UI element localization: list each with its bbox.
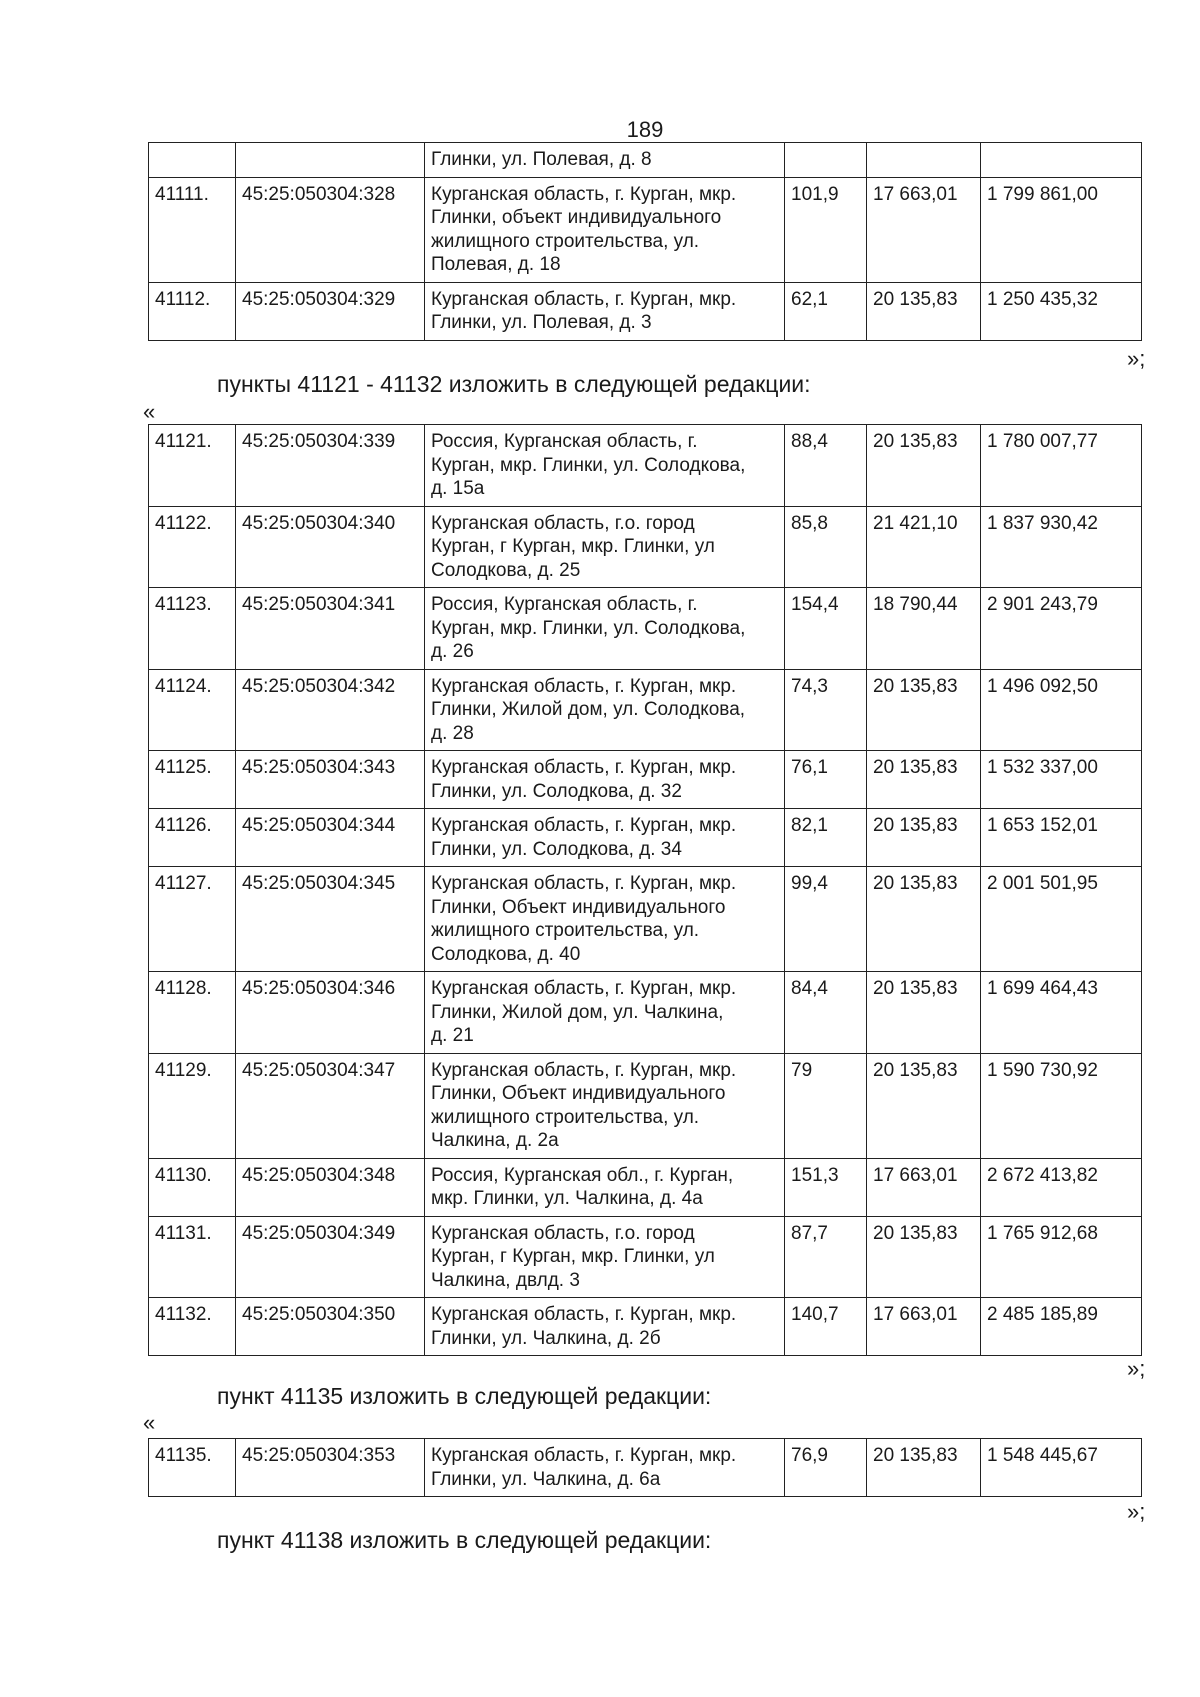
- address-cell: Курганская область, г. Курган, мкр. Глинки, ул. Полевая, д. 3: [425, 282, 785, 340]
- address-cell: Курганская область, г. Курган, мкр. Глинки, Жилой дом, ул. Чалкина, д. 21: [425, 972, 785, 1054]
- address-cell: Курганская область, г.о. город Курган, г Курган, мкр. Глинки, ул Чалкина, двлд. 3: [425, 1216, 785, 1298]
- table-row: [149, 867, 1142, 972]
- area-cell: 87,7: [785, 1216, 867, 1298]
- row-number-cell: 41129.: [149, 1053, 236, 1158]
- cadastral-value-cell: 1 765 912,68: [981, 1216, 1142, 1298]
- cadastral-value-cell: 1 699 464,43: [981, 972, 1142, 1054]
- cadastral-number-cell: 45:25:050304:343: [236, 751, 425, 809]
- row-number-cell: 41112.: [149, 282, 236, 340]
- opening-quote: «: [143, 1410, 156, 1435]
- unit-price-cell: 20 135,83: [867, 751, 981, 809]
- address-cell: Глинки, ул. Полевая, д. 8: [425, 143, 785, 178]
- unit-price-cell: 20 135,83: [867, 1053, 981, 1158]
- unit-price-cell: 20 135,83: [867, 669, 981, 751]
- unit-price-cell: 18 790,44: [867, 588, 981, 670]
- cadastral-number-cell: 45:25:050304:345: [236, 867, 425, 972]
- cadastral-value-cell: [981, 143, 1142, 178]
- unit-price-cell: 20 135,83: [867, 809, 981, 867]
- cadastral-value-cell: 1 799 861,00: [981, 177, 1142, 282]
- cadastral-value-cell: 2 485 185,89: [981, 1298, 1142, 1356]
- cadastral-value-cell: 1 250 435,32: [981, 282, 1142, 340]
- table-row: [149, 1053, 1142, 1158]
- amendment-paragraph: пункт 41135 изложить в следующей редакции:: [217, 1383, 712, 1409]
- cadastral-number-cell: 45:25:050304:340: [236, 506, 425, 588]
- unit-price-cell: 20 135,83: [867, 972, 981, 1054]
- property-table-2: [148, 424, 1142, 1356]
- cadastral-value-cell: 2 901 243,79: [981, 588, 1142, 670]
- address-cell: Курганская область, г. Курган, мкр. Глинки, ул. Солодкова, д. 32: [425, 751, 785, 809]
- area-cell: 76,1: [785, 751, 867, 809]
- cadastral-number-cell: 45:25:050304:342: [236, 669, 425, 751]
- cadastral-number-cell: 45:25:050304:350: [236, 1298, 425, 1356]
- cadastral-value-cell: 1 496 092,50: [981, 669, 1142, 751]
- table-row: [149, 972, 1142, 1054]
- table-row: [149, 809, 1142, 867]
- address-cell: Россия, Курганская область, г. Курган, мкр. Глинки, ул. Солодкова, д. 15а: [425, 425, 785, 507]
- table-row: [149, 1158, 1142, 1216]
- unit-price-cell: 20 135,83: [867, 1216, 981, 1298]
- area-cell: 88,4: [785, 425, 867, 507]
- unit-price-cell: 17 663,01: [867, 177, 981, 282]
- area-cell: 154,4: [785, 588, 867, 670]
- unit-price-cell: 20 135,83: [867, 425, 981, 507]
- area-cell: 62,1: [785, 282, 867, 340]
- address-cell: Курганская область, г. Курган, мкр. Глинки, Жилой дом, ул. Солодкова, д. 28: [425, 669, 785, 751]
- amendment-paragraph: пункты 41121 - 41132 изложить в следующей редакции:: [217, 371, 811, 397]
- cadastral-number-cell: 45:25:050304:341: [236, 588, 425, 670]
- address-cell: Курганская область, г. Курган, мкр. Глинки, Объект индивидуального жилищного строительства, ул. Чалкина, д. 2а: [425, 1053, 785, 1158]
- cadastral-number-cell: 45:25:050304:329: [236, 282, 425, 340]
- area-cell: 82,1: [785, 809, 867, 867]
- address-cell: Курганская область, г. Курган, мкр. Глинки, ул. Чалкина, д. 6а: [425, 1439, 785, 1497]
- cadastral-value-cell: 1 532 337,00: [981, 751, 1142, 809]
- cadastral-value-cell: 2 672 413,82: [981, 1158, 1142, 1216]
- area-cell: 85,8: [785, 506, 867, 588]
- address-cell: Курганская область, г. Курган, мкр. Глинки, ул. Солодкова, д. 34: [425, 809, 785, 867]
- row-number-cell: 41121.: [149, 425, 236, 507]
- unit-price-cell: [867, 143, 981, 178]
- row-number-cell: 41132.: [149, 1298, 236, 1356]
- cadastral-value-cell: 1 837 930,42: [981, 506, 1142, 588]
- cadastral-number-cell: 45:25:050304:348: [236, 1158, 425, 1216]
- unit-price-cell: 17 663,01: [867, 1158, 981, 1216]
- unit-price-cell: 20 135,83: [867, 867, 981, 972]
- page-number: 189: [626, 117, 664, 142]
- table-row: [149, 751, 1142, 809]
- address-cell: Курганская область, г. Курган, мкр. Глинки, объект индивидуального жилищного строительства, ул. Полевая, д. 18: [425, 177, 785, 282]
- table-row: [149, 506, 1142, 588]
- unit-price-cell: 21 421,10: [867, 506, 981, 588]
- row-number-cell: 41125.: [149, 751, 236, 809]
- cadastral-value-cell: 1 590 730,92: [981, 1053, 1142, 1158]
- table-row: [149, 177, 1142, 282]
- row-number-cell: 41131.: [149, 1216, 236, 1298]
- cadastral-value-cell: 1 653 152,01: [981, 809, 1142, 867]
- area-cell: 140,7: [785, 1298, 867, 1356]
- address-cell: Курганская область, г. Курган, мкр. Глинки, Объект индивидуального жилищного строительства, ул. Солодкова, д. 40: [425, 867, 785, 972]
- unit-price-cell: 20 135,83: [867, 282, 981, 340]
- table-row: [149, 282, 1142, 340]
- table-row: [149, 1439, 1142, 1497]
- row-number-cell: 41111.: [149, 177, 236, 282]
- amendment-paragraph: пункт 41138 изложить в следующей редакции:: [217, 1527, 712, 1553]
- cadastral-number-cell: 45:25:050304:347: [236, 1053, 425, 1158]
- closing-quote: »;: [1127, 1499, 1146, 1524]
- cadastral-value-cell: 1 548 445,67: [981, 1439, 1142, 1497]
- cadastral-number-cell: 45:25:050304:339: [236, 425, 425, 507]
- area-cell: 79: [785, 1053, 867, 1158]
- table-row: [149, 1298, 1142, 1356]
- address-cell: Россия, Курганская обл., г. Курган, мкр. Глинки, ул. Чалкина, д. 4а: [425, 1158, 785, 1216]
- area-cell: 151,3: [785, 1158, 867, 1216]
- table-row: [149, 588, 1142, 670]
- area-cell: 74,3: [785, 669, 867, 751]
- cadastral-value-cell: 2 001 501,95: [981, 867, 1142, 972]
- opening-quote: «: [143, 399, 156, 424]
- cadastral-number-cell: 45:25:050304:344: [236, 809, 425, 867]
- address-cell: Курганская область, г.о. город Курган, г Курган, мкр. Глинки, ул Солодкова, д. 25: [425, 506, 785, 588]
- area-cell: [785, 143, 867, 178]
- cadastral-number-cell: 45:25:050304:353: [236, 1439, 425, 1497]
- unit-price-cell: 20 135,83: [867, 1439, 981, 1497]
- row-number-cell: 41124.: [149, 669, 236, 751]
- row-number-cell: 41127.: [149, 867, 236, 972]
- cadastral-number-cell: 45:25:050304:328: [236, 177, 425, 282]
- area-cell: 101,9: [785, 177, 867, 282]
- table-row: [149, 1216, 1142, 1298]
- row-number-cell: [149, 143, 236, 178]
- row-number-cell: 41123.: [149, 588, 236, 670]
- table-row: [149, 425, 1142, 507]
- cadastral-number-cell: 45:25:050304:346: [236, 972, 425, 1054]
- unit-price-cell: 17 663,01: [867, 1298, 981, 1356]
- address-cell: Россия, Курганская область, г. Курган, мкр. Глинки, ул. Солодкова, д. 26: [425, 588, 785, 670]
- area-cell: 99,4: [785, 867, 867, 972]
- area-cell: 84,4: [785, 972, 867, 1054]
- row-number-cell: 41130.: [149, 1158, 236, 1216]
- address-cell: Курганская область, г. Курган, мкр. Глинки, ул. Чалкина, д. 2б: [425, 1298, 785, 1356]
- row-number-cell: 41135.: [149, 1439, 236, 1497]
- cadastral-value-cell: 1 780 007,77: [981, 425, 1142, 507]
- row-number-cell: 41122.: [149, 506, 236, 588]
- row-number-cell: 41126.: [149, 809, 236, 867]
- property-table-1: [148, 142, 1142, 341]
- table-row: [149, 143, 1142, 178]
- closing-quote: »;: [1127, 346, 1146, 371]
- property-table-3: [148, 1438, 1142, 1497]
- cadastral-number-cell: [236, 143, 425, 178]
- table-row: [149, 669, 1142, 751]
- cadastral-number-cell: 45:25:050304:349: [236, 1216, 425, 1298]
- closing-quote: »;: [1127, 1356, 1146, 1381]
- area-cell: 76,9: [785, 1439, 867, 1497]
- row-number-cell: 41128.: [149, 972, 236, 1054]
